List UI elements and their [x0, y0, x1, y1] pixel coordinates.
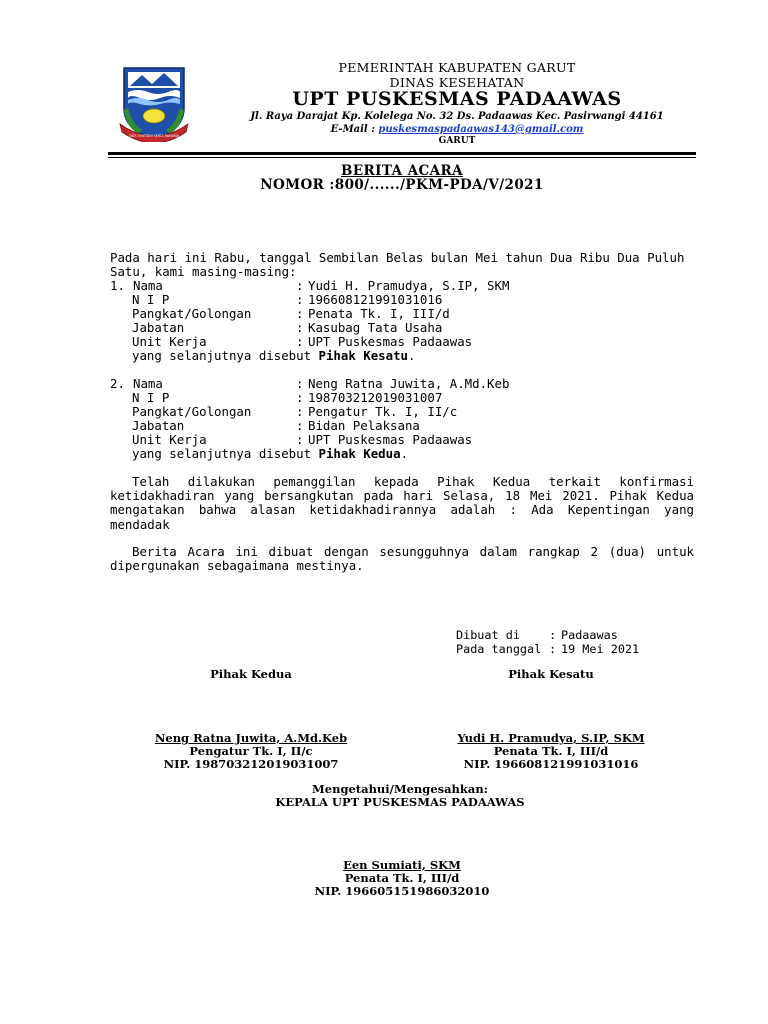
party1-sep-unit: :: [296, 334, 304, 349]
email-label: E-Mail :: [330, 124, 379, 135]
sig-left-role: Pihak Kedua: [210, 667, 292, 681]
party1-value-name: Yudi H. Pramudya, S.IP, SKM: [308, 278, 510, 293]
party1-value-unit: UPT Puskesmas Padaawas: [308, 334, 473, 349]
party2-label-rank: Pangkat/Golongan: [132, 404, 252, 419]
party1-label-rank: Pangkat/Golongan: [132, 306, 252, 321]
party1-label-name: Nama: [133, 278, 163, 293]
party2-label-position: Jabatan: [132, 418, 185, 433]
document-title: BERITA ACARA: [341, 163, 463, 179]
party1-value-nip: 196608121991031016: [308, 292, 443, 307]
sig-left-name: Neng Ratna Juwita, A.Md.Keb: [154, 731, 348, 745]
sig-right-role: Pihak Kesatu: [508, 667, 594, 681]
party2-sep-rank: :: [296, 404, 304, 419]
party2-label-unit: Unit Kerja: [132, 432, 207, 447]
party2-value-position: Bidan Pelaksana: [308, 418, 420, 433]
date-value: 19 Mei 2021: [561, 642, 640, 656]
party1-sep-name: :: [296, 278, 304, 293]
party1-sep-rank: :: [296, 306, 304, 321]
letterhead-city: GARUT: [438, 136, 476, 146]
made-at-sep: :: [549, 628, 557, 642]
approval-rank: Penata Tk. I, III/d: [344, 871, 460, 885]
party1-label-position: Jabatan: [132, 320, 185, 335]
svg-text:TATA TENTREM KERTA RAHARJA: TATA TENTREM KERTA RAHARJA: [129, 134, 179, 138]
email-link[interactable]: puskesmaspadaawas143@gmail.com: [378, 124, 584, 135]
party2-value-unit: UPT Puskesmas Padaawas: [308, 432, 473, 447]
date-label: Pada tanggal: [456, 642, 542, 656]
party2-sep-name: :: [296, 376, 304, 391]
approval-nip: NIP. 196605151986032010: [314, 884, 490, 898]
party2-number: 2.: [110, 376, 125, 391]
party2-value-nip: 198703212019031007: [308, 390, 443, 405]
party1-number: 1.: [110, 278, 125, 293]
opening-line-1: Pada hari ini Rabu, tanggal Sembilan Belas bulan Mei tahun Dua Ribu Dua Puluh: [110, 250, 685, 265]
sig-right-nip: NIP. 196608121991031016: [463, 757, 639, 771]
party2-value-rank: Pengatur Tk. I, II/c: [308, 404, 458, 419]
made-at-value: Padaawas: [561, 628, 618, 642]
document-number: NOMOR :800/....../PKM-PDA/V/2021: [260, 177, 544, 193]
sig-right-rank: Penata Tk. I, III/d: [493, 744, 609, 758]
garut-regency-logo: [118, 64, 190, 142]
paragraph-summons: Telah dilakukan pemanggilan kepada Pihak Kedua terkait konfirmasi ketidakhadiran yang bersangkutan pada hari Selasa, 18 Mei 2021. Pihak Kedua mengatakan bahwa alasan ketidakhadirannya adalah : Ada Kepentingan yang mendadak: [110, 474, 694, 532]
paragraph-closing: Berita Acara ini dibuat dengan sesungguhnya dalam rangkap 2 (dua) untuk dipergunakan sebagaimana mestinya.: [110, 544, 694, 574]
letterhead-address: Jl. Raya Darajat Kp. Kolelega No. 32 Ds. Padaawas Kec. Pasirwangi 44161: [250, 111, 664, 122]
date-sep: :: [549, 642, 557, 656]
party2-sep-nip: :: [296, 390, 304, 405]
party1-value-rank: Penata Tk. I, III/d: [308, 306, 450, 321]
made-at-label: Dibuat di: [456, 628, 520, 642]
letterhead-divider-thin: [108, 157, 696, 158]
party2-label-nip: N I P: [132, 390, 170, 405]
party2-sep-unit: :: [296, 432, 304, 447]
party1-designation: yang selanjutnya disebut Pihak Kesatu.: [132, 348, 416, 363]
letterhead-divider-thick: [108, 152, 696, 155]
party2-label-name: Nama: [133, 376, 163, 391]
letterhead-email-line: [220, 124, 694, 135]
letterhead-institution: UPT PUSKESMAS PADAAWAS: [292, 88, 622, 110]
approval-position: KEPALA UPT PUSKESMAS PADAAWAS: [275, 795, 525, 809]
party1-label-unit: Unit Kerja: [132, 334, 207, 349]
party1-sep-position: :: [296, 320, 304, 335]
sig-left-nip: NIP. 198703212019031007: [163, 757, 339, 771]
sig-left-rank: Pengatur Tk. I, II/c: [189, 744, 313, 758]
party1-label-nip: N I P: [132, 292, 170, 307]
letterhead-government: PEMERINTAH KABUPATEN GARUT: [338, 60, 576, 75]
party1-value-position: Kasubag Tata Usaha: [308, 320, 443, 335]
approval-label: Mengetahui/Mengesahkan:: [312, 782, 488, 796]
party2-value-name: Neng Ratna Juwita, A.Md.Keb: [308, 376, 510, 391]
letterhead-department: DINAS KESEHATAN: [389, 75, 525, 90]
party2-sep-position: :: [296, 418, 304, 433]
opening-line-2: Satu, kami masing-masing:: [110, 264, 297, 279]
party2-designation: yang selanjutnya disebut Pihak Kedua.: [132, 446, 409, 461]
sig-right-name: Yudi H. Pramudya, S.IP, SKM: [457, 731, 645, 745]
party1-sep-nip: :: [296, 292, 304, 307]
approval-name: Een Sumiati, SKM: [343, 858, 461, 872]
